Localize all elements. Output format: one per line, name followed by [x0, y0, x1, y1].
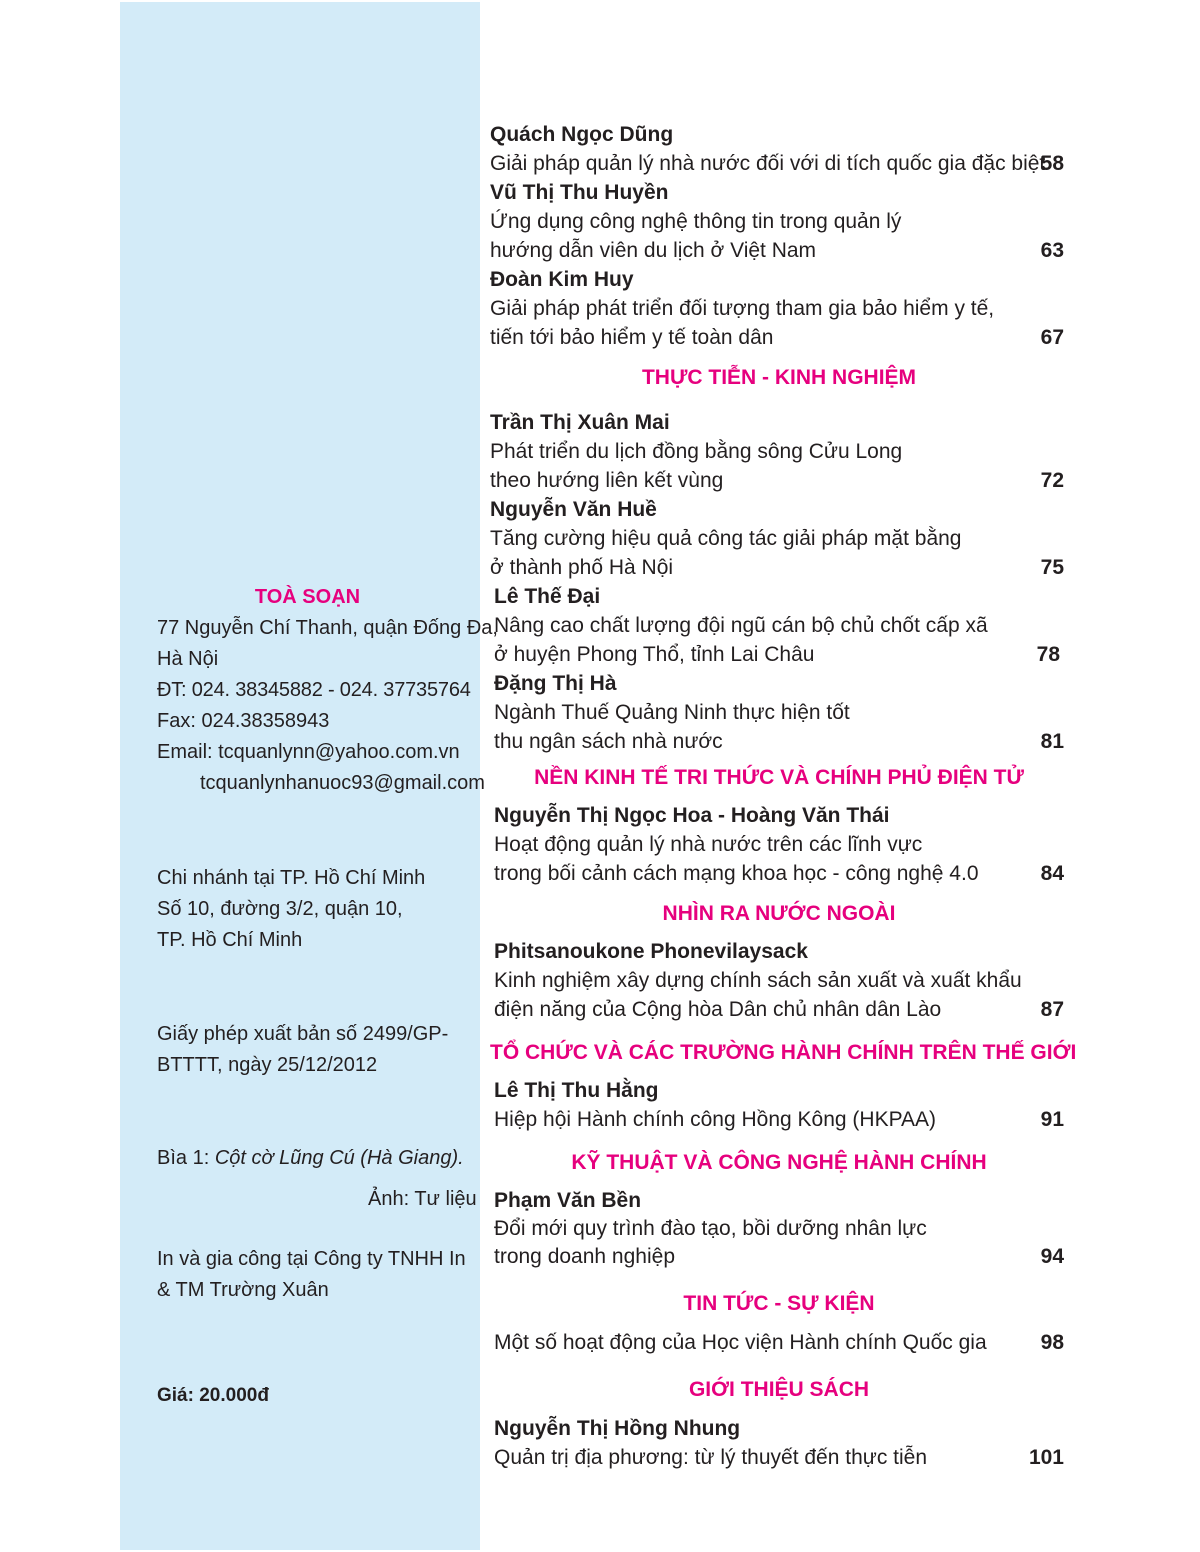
section-heading: THỰC TIỄN - KINH NGHIỆM — [641, 366, 917, 389]
license-line: Giấy phép xuất bản số 2499/GP- — [157, 1023, 449, 1045]
branch-line: Chi nhánh tại TP. Hồ Chí Minh — [157, 867, 426, 889]
article-title: Tăng cường hiệu quả công tác giải pháp mặt bằng — [490, 527, 962, 550]
article-author: Phạm Văn Bền — [494, 1189, 642, 1212]
address-line: Hà Nội — [157, 648, 219, 670]
page-number: 98 — [1040, 1331, 1064, 1354]
page-number: 81 — [1040, 730, 1064, 753]
article-title: theo hướng liên kết vùng — [490, 469, 724, 492]
article-title: Hoạt động quản lý nhà nước trên các lĩnh vực — [494, 833, 923, 856]
article-title: Giải pháp quản lý nhà nước đối với di tích quốc gia đặc biệt — [490, 152, 1046, 175]
section-heading: TỔ CHỨC VÀ CÁC TRƯỜNG HÀNH CHÍNH TRÊN THẾ GIỚI — [490, 1041, 1077, 1064]
price: Giá: 20.000đ — [157, 1385, 269, 1406]
page-number: 58 — [1040, 152, 1064, 175]
section-heading: NHÌN RA NƯỚC NGOÀI — [662, 902, 896, 925]
article-title: Hiệp hội Hành chính công Hồng Kông (HKPAA) — [494, 1108, 937, 1131]
page-number: 63 — [1040, 239, 1064, 262]
page-number: 72 — [1040, 469, 1064, 492]
article-title: ở thành phố Hà Nội — [490, 556, 674, 579]
address-line: 77 Nguyễn Chí Thanh, quận Đống Đa, — [157, 617, 498, 639]
article-title: tiến tới bảo hiểm y tế toàn dân — [490, 326, 774, 349]
page-number: 78 — [1036, 643, 1060, 666]
cover-label: Bìa 1: — [157, 1147, 215, 1169]
article-title: điện năng của Cộng hòa Dân chủ nhân dân Lào — [494, 998, 942, 1021]
phone-line: ĐT: 024. 38345882 - 024. 37735764 — [157, 679, 471, 701]
cover-caption — [157, 1143, 464, 1174]
branch-line: TP. Hồ Chí Minh — [157, 929, 303, 951]
page-number: 91 — [1040, 1108, 1064, 1131]
article-author: Nguyễn Thị Hồng Nhung — [494, 1417, 741, 1440]
article-author: Quách Ngọc Dũng — [490, 123, 674, 146]
article-author: Lê Thị Thu Hằng — [494, 1079, 659, 1102]
article-title: Quản trị địa phương: từ lý thuyết đến thực tiễn — [494, 1446, 928, 1469]
article-title: Đổi mới quy trình đào tạo, bồi dưỡng nhân lực — [494, 1217, 927, 1240]
section-heading: KỸ THUẬT VÀ CÔNG NGHỆ HÀNH CHÍNH — [571, 1151, 987, 1174]
printer-line: & TM Trường Xuân — [157, 1279, 329, 1301]
article-author: Lê Thế Đại — [494, 585, 601, 608]
page-number: 87 — [1040, 998, 1064, 1021]
article-title: ở huyện Phong Thổ, tỉnh Lai Châu — [494, 643, 815, 666]
email-line: Email: tcquanlynn@yahoo.com.vn — [157, 741, 460, 763]
page-number: 75 — [1040, 556, 1064, 579]
article-author: Phitsanoukone Phonevilaysack — [494, 940, 808, 963]
page-number: 101 — [1028, 1446, 1064, 1469]
article-title: Giải pháp phát triển đối tượng tham gia bảo hiểm y tế, — [490, 297, 995, 320]
page-number: 67 — [1040, 326, 1064, 349]
article-title: Ứng dụng công nghệ thông tin trong quản lý — [490, 210, 902, 233]
editorial-office-heading: TOÀ SOẠN — [254, 586, 361, 608]
article-author: Đặng Thị Hà — [494, 672, 617, 695]
article-title: Kinh nghiệm xây dựng chính sách sản xuất và xuất khẩu — [494, 969, 1022, 992]
article-title: trong doanh nghiệp — [494, 1245, 675, 1268]
email-line: tcquanlynhanuoc93@gmail.com — [200, 772, 485, 794]
printer-line: In và gia công tại Công ty TNHH In — [157, 1248, 466, 1270]
article-title: Phát triển du lịch đồng bằng sông Cửu Long — [490, 440, 903, 463]
article-author: Trần Thị Xuân Mai — [490, 411, 670, 434]
article-author: Nguyễn Văn Huề — [490, 498, 657, 521]
article-title: Nâng cao chất lượng đội ngũ cán bộ chủ chốt cấp xã — [494, 614, 988, 637]
article-author: Vũ Thị Thu Huyền — [490, 181, 669, 204]
article-title: trong bối cảnh cách mạng khoa học - công nghệ 4.0 — [494, 862, 979, 885]
article-title: Ngành Thuế Quảng Ninh thực hiện tốt — [494, 701, 850, 724]
article-title: Một số hoạt động của Học viện Hành chính Quốc gia — [494, 1331, 987, 1354]
section-heading: TIN TỨC - SỰ KIỆN — [683, 1292, 875, 1315]
article-title: hướng dẫn viên du lịch ở Việt Nam — [490, 239, 817, 262]
section-heading: GIỚI THIỆU SÁCH — [688, 1378, 870, 1401]
section-heading: NỀN KINH TẾ TRI THỨC VÀ CHÍNH PHỦ ĐIỆN TỬ — [534, 766, 1024, 789]
article-author: Nguyễn Thị Ngọc Hoa - Hoàng Văn Thái — [494, 804, 890, 827]
page-number: 84 — [1040, 862, 1064, 885]
article-author: Đoàn Kim Huy — [490, 268, 634, 291]
photo-credit: Ảnh: Tư liệu — [368, 1188, 477, 1210]
article-title: thu ngân sách nhà nước — [494, 730, 723, 753]
branch-line: Số 10, đường 3/2, quận 10, — [157, 898, 403, 920]
fax-line: Fax: 024.38358943 — [157, 710, 330, 732]
license-line: BTTTT, ngày 25/12/2012 — [157, 1054, 378, 1076]
page-number: 94 — [1040, 1245, 1064, 1268]
cover-title: Cột cờ Lũng Cú (Hà Giang). — [214, 1147, 464, 1169]
